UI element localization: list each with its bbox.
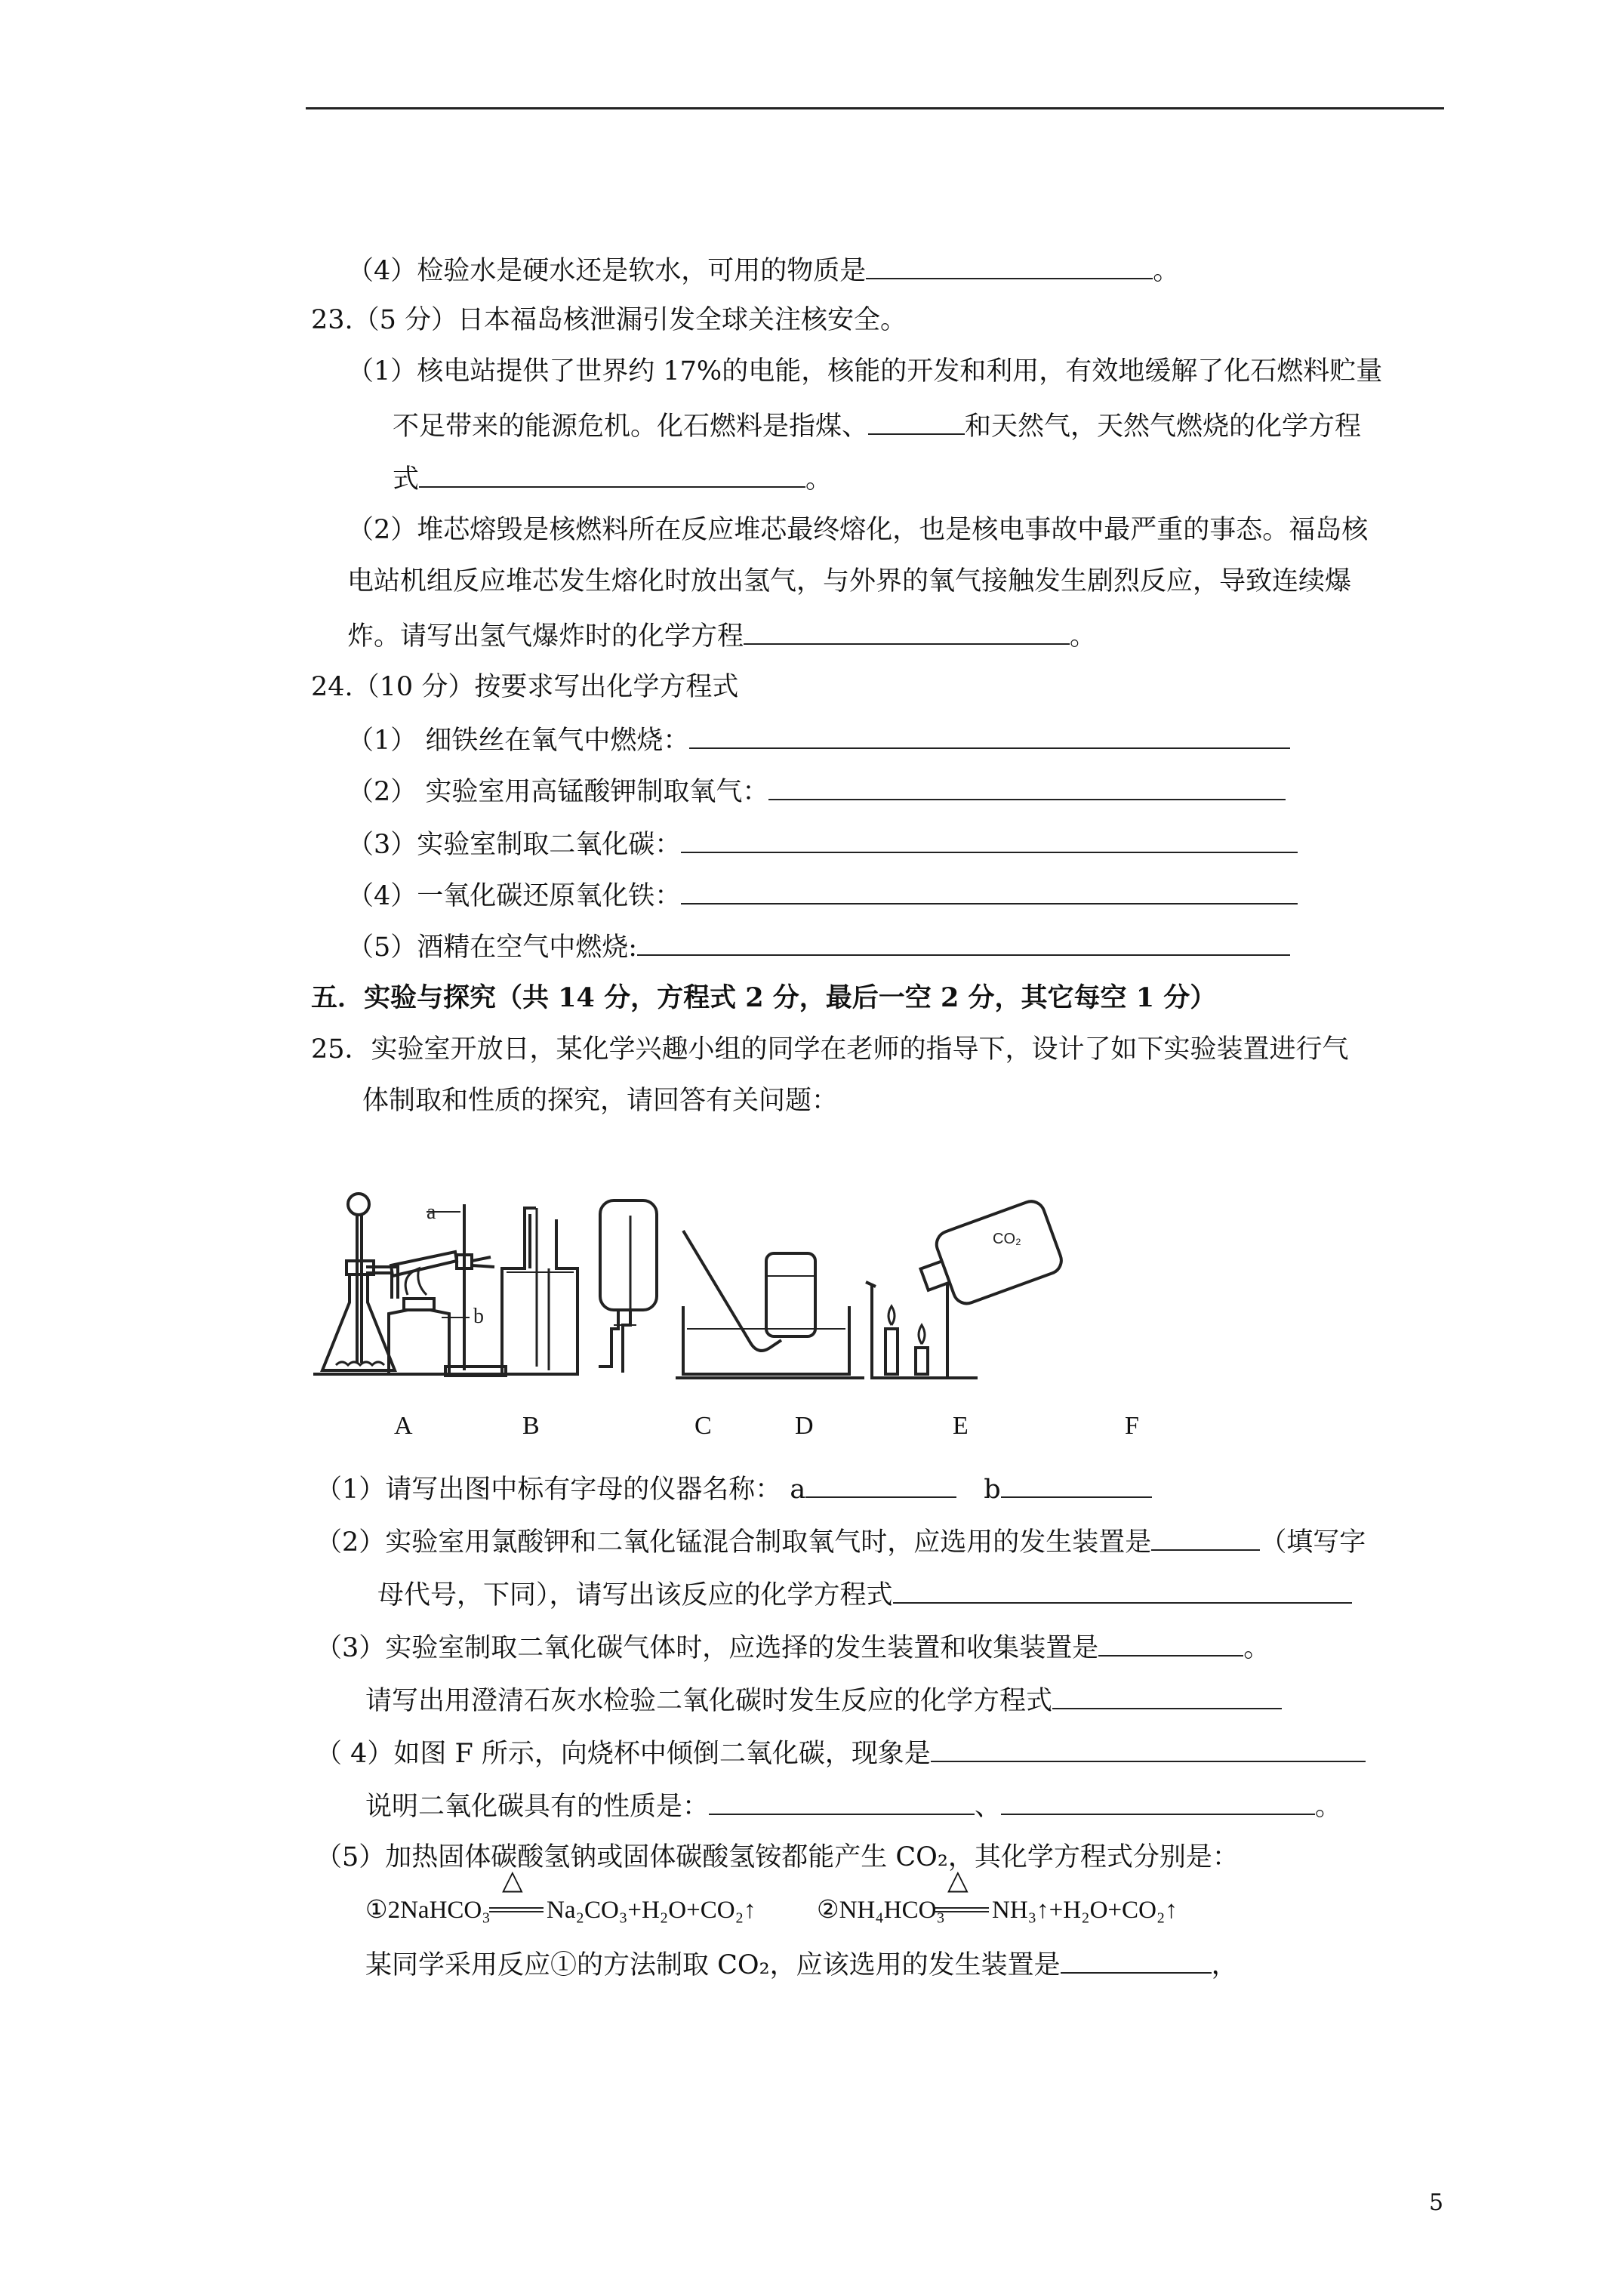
equals-sign-2 [935,1907,989,1912]
q25-line1: 25．实验室开放日，某化学兴趣小组的同学在老师的指导下，设计了如下实验装置进行气 [311,1034,1349,1065]
section-5-heading: 五．实验与探究（共 14 分，方程式 2 分，最后一空 2 分，其它每空 1 分） [311,982,1217,1013]
answer-blank[interactable] [681,826,1298,853]
q23-1-line2: 不足带来的能源危机。化石燃料是指煤、 和天然气，天然气燃烧的化学方程 [393,408,1361,443]
answer-blank[interactable] [866,252,1153,279]
apparatus-c [502,1208,577,1374]
apparatus-d [599,1200,657,1373]
annotation-b: b [473,1305,484,1328]
annotation-a: a [427,1200,436,1224]
q23-2-line1: （2）堆芯熔毁是核燃料所在反应堆芯最终熔化，也是核电事故中最严重的事态。福岛核 [347,515,1369,545]
page-number: 5 [1429,2190,1444,2216]
q25-line2: 体制取和性质的探究，请回答有关问题： [362,1086,839,1116]
apparatus-figure [313,1185,1355,1502]
q25-4-line1: （ 4）如图 F 所示，向烧杯中倾倒二氧化碳，现象是 [316,1735,1366,1771]
heat-symbol-1: △ [502,1865,523,1896]
q23-2-line3: 炸。请写出氢气爆炸时的化学方程 。 [347,618,1096,653]
question-23: 23.（5 分）日本福岛核泄漏引发全球关注核安全。 [311,305,907,335]
equation-2-right: NH₃↑+H₂O+CO₂↑ [992,1897,1178,1924]
heat-symbol-2: △ [947,1865,969,1896]
apparatus-a [313,1194,400,1374]
q25-5-line1: （5）加热固体碳酸氢钠或固体碳酸氢铵都能产生 CO₂，其化学方程式分别是： [316,1842,1239,1872]
equation-1-right: Na₂CO₃+H₂O+CO₂↑ [547,1897,756,1924]
q25-2-line1: （2）实验室用氯酸钾和二氧化锰混合制取氧气时，应选用的发生装置是 （填写字 [316,1524,1366,1559]
label-e: E [953,1412,969,1440]
answer-blank[interactable] [1098,1629,1243,1657]
answer-blank[interactable] [1061,1946,1212,1974]
apparatus-e [676,1231,864,1378]
apparatus-b [359,1204,510,1376]
label-b: B [522,1412,540,1440]
q23-2-line2: 电站机组反应堆芯发生熔化时放出氢气，与外界的氧气接触发生剧烈反应，导致连续爆 [347,566,1352,596]
q24-5: （5）酒精在空气中燃烧: [347,929,1290,964]
q24-3: （3）实验室制取二氧化碳： [347,826,1298,861]
q25-1: （1）请写出图中标有字母的仪器名称： a b [316,1471,1152,1506]
q25-3-line2: 请写出用澄清石灰水检验二氧化碳时发生反应的化学方程式 [365,1682,1282,1718]
equation-2-left: ②NH₄HCO₃ [817,1897,945,1924]
q23-1-line3: 式 。 [393,461,832,496]
answer-blank[interactable] [637,929,1290,956]
answer-blank[interactable] [868,408,965,435]
equals-sign-1 [489,1907,544,1912]
label-f: F [1125,1412,1139,1440]
question-24: 24.（10 分）按要求写出化学方程式 [311,672,739,702]
equation-1-left: ①2NaHCO₃ [365,1897,491,1924]
label-a: A [394,1412,413,1440]
answer-blank-b[interactable] [1001,1471,1152,1498]
answer-blank[interactable] [681,877,1298,905]
header-rule [306,107,1444,109]
answer-blank[interactable] [744,618,1070,645]
answer-blank[interactable] [709,1788,975,1815]
answer-blank[interactable] [1052,1682,1282,1709]
q22-4: （4）检验水是硬水还是软水，可用的物质是 。 [347,252,1179,288]
answer-blank[interactable] [1001,1788,1315,1815]
label-c: C [694,1412,712,1440]
apparatus-f [866,1197,1065,1378]
answer-blank[interactable] [768,773,1286,800]
answer-blank[interactable] [689,722,1290,749]
label-d: D [795,1412,814,1440]
q25-3-line1: （3）实验室制取二氧化碳气体时，应选择的发生装置和收集装置是 。 [316,1629,1270,1665]
answer-blank[interactable] [893,1576,1352,1604]
q24-2: （2） 实验室用高锰酸钾制取氧气： [347,773,1286,809]
co2-bottle-label: CO₂ [993,1231,1021,1247]
answer-blank[interactable] [419,461,805,488]
q24-4: （4）一氧化碳还原氧化铁： [347,877,1298,913]
q25-4-line2: 说明二氧化碳具有的性质是： 、 。 [365,1788,1341,1823]
q25-5-line3: 某同学采用反应①的方法制取 CO₂，应该选用的发生装置是 ， [365,1946,1238,1982]
answer-blank[interactable] [931,1735,1366,1762]
q24-1: （1） 细铁丝在氧气中燃烧： [347,722,1290,757]
q23-1-line1: （1）核电站提供了世界约 17%的电能，核能的开发和利用，有效地缓解了化石燃料贮量 [347,356,1383,387]
answer-blank-a[interactable] [805,1471,956,1498]
answer-blank[interactable] [1151,1524,1260,1551]
q25-2-line2: 母代号，下同），请写出该反应的化学方程式 [377,1576,1352,1612]
